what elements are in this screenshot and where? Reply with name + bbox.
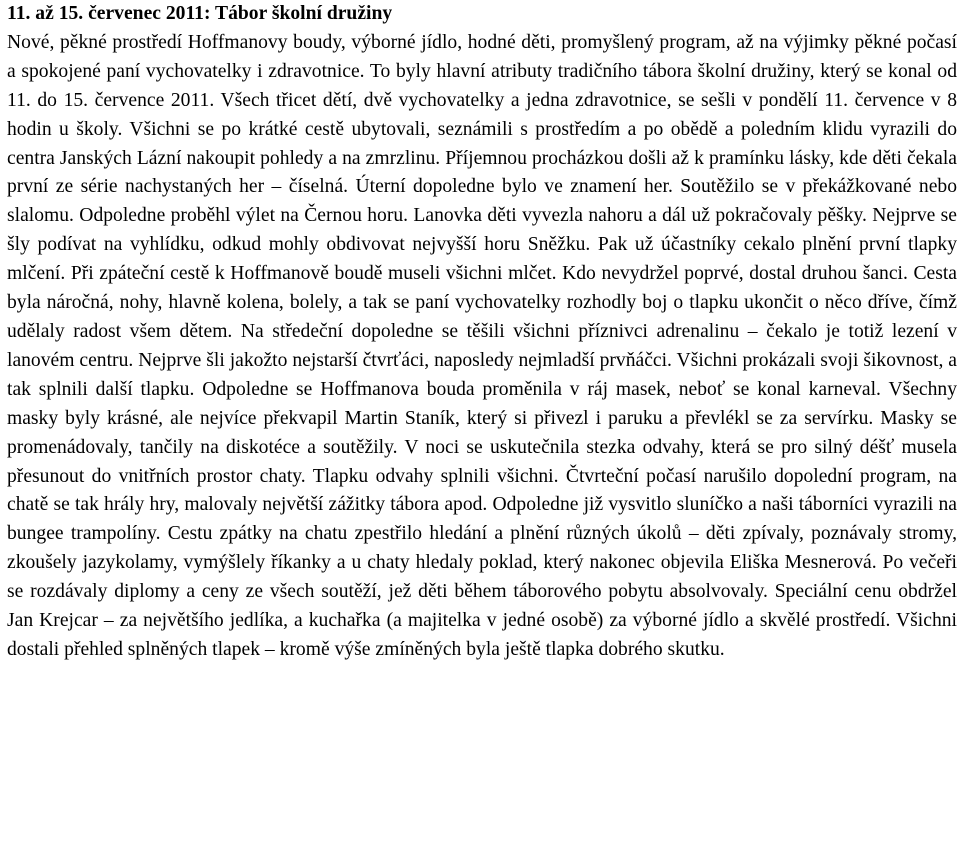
article-body: Nové, pěkné prostředí Hoffmanovy boudy, výborné jídlo, hodné děti, promyšlený program, až na výjimky pěkné počasí a spokojené paní vychovatelky i zdravotnice. To byly hlavní atributy tradičního tábora školní družiny, který se konal od 11. do 15. července 2011. Všech třicet dětí, dvě vychovatelky a jedna zdravotnice, se sešli v pondělí 11. července v 8 hodin u školy. Všichni se po krátké cestě ubytovali, seznámili s prostředím a po obědě a poledním klidu vyrazili do centra Janských Lázní nakoupit pohledy a na zmrzlinu. Příjemnou procházkou došli až k pramínku lásky, kde děti čekala první ze série nachystaných her – číselná. Úterní dopoledne bylo ve znamení her. Soutěžilo se v překážkované nebo slalomu. Odpoledne proběhl výlet na Černou horu. Lanovka děti vyvezla nahoru a dál už pokračovaly pěšky. Nejprve se šly podívat na vyhlídku, odkud mohly obdivovat nejvyšší horu Sněžku. Pak už účastníky cekalo plnění první tlapky mlčení. Při zpáteční cestě k Hoffmanově boudě museli všichni mlčet. Kdo nevydržel poprvé, dostal druhou šanci. Cesta byla náročná, nohy, hlavně kolena, bolely, a tak se paní vychovatelky rozhodly boj o tlapku ukončit o něco dříve, čímž udělaly radost všem dětem. Na středeční dopoledne se těšili všichni příznivci adrenalinu – čekalo je totiž lezení v lanovém centru. Nejprve šli jakožto nejstarší čtvrťáci, naposledy nejmladší prvňáčci. Všichni prokázali svoji šikovnost, a tak splnili další tlapku. Odpoledne se Hoffmanova bouda proměnila v ráj masek, neboť se konal karneval. Všechny masky byly krásné, ale nejvíce překvapil Martin Staník, který si přivezl i paruku a převlékl se za servírku. Masky se promenádovaly, tančily na diskotéce a soutěžily. V noci se uskutečnila stezka odvahy, která se pro silný déšť musela přesunout do vnitřních prostor chaty. Tlapku odvahy splnili všichni. Čtvrteční počasí narušilo dopolední program, na chatě se tak hrály hry, malovaly největší zážitky tábora apod. Odpoledne již vysvitlo sluníčko a naši táborníci vyrazili na bungee trampolíny. Cestu zpátky na chatu zpestřilo hledání a plnění různých úkolů – děti zpívaly, poznávaly stromy, zkoušely jazykolamy, vymýšlely říkanky a u chaty hledaly poklad, který nakonec objevila Eliška Mesnerová. Po večeři se rozdávaly diplomy a ceny ze všech soutěží, jež děti během táborového pobytu absolvovaly. Speciální cenu obdržel Jan Krejcar – za největšího jedlíka, a kuchařka (a majitelka v jedné osobě) za výborné jídlo a skvělé prostředí. Všichni dostali přehled splněných tlapek – kromě výše zmíněných byla ještě tlapka dobrého skutku. (7, 31, 957, 660)
article-heading: 11. až 15. červenec 2011: Tábor školní družiny (7, 3, 393, 24)
document-page (7, 0, 957, 665)
